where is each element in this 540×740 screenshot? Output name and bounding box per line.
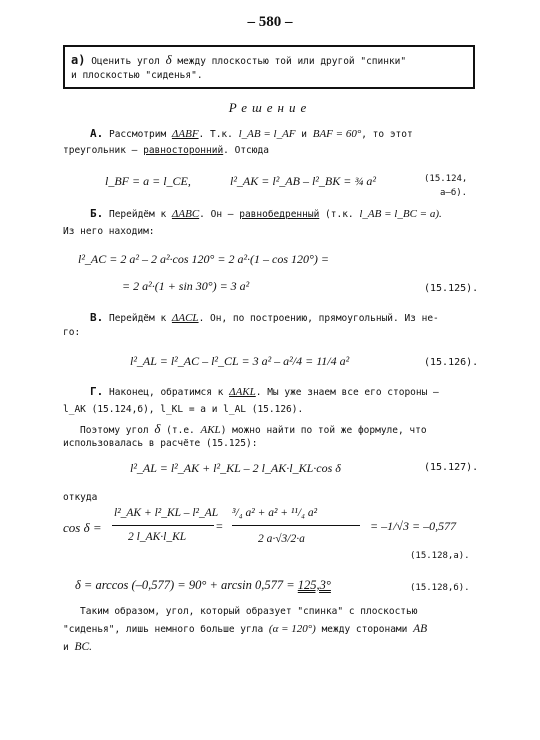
step-a-mark: А. [90, 127, 104, 140]
step-g-triangle: ΔAKL [229, 386, 256, 398]
step-b-kind: равнобедренный [239, 209, 320, 220]
step-v-text-2: . Он, по построению, прямоугольный. Из не- [198, 313, 439, 324]
step-v-mark: В. [90, 311, 104, 324]
eq-ref-15-128a: (15.128,а). [410, 551, 470, 561]
cos-formula-result: = –1/√3 = –0,577 [370, 519, 457, 533]
eq-ref-15-124-sub: а–б). [440, 188, 468, 198]
cos-formula-numerator-1: l²_AK + l²_KL – l²_AL [114, 507, 219, 519]
conclusion-text-3a: и [63, 642, 69, 653]
fraction-bar-2 [232, 525, 360, 526]
step-g-text-3a: Поэтому угол [80, 425, 149, 436]
step-v-line-2: го: [63, 327, 81, 338]
eq-ref-15-126: (15.126). [424, 357, 479, 368]
step-a-text-1: Рассмотрим [108, 129, 167, 140]
step-b-text-2: . Он – [199, 209, 234, 220]
step-g-formula: l²_AL = l²_AK + l²_KL – 2 l_AK·l_KL·cos δ [130, 461, 341, 475]
cos-formula-denominator-2: 2 a·√3/2·a [258, 533, 305, 545]
conclusion-line-2 [63, 623, 427, 635]
step-g-delta: δ [154, 421, 161, 436]
step-a-text-2b: . Отсюда [223, 145, 269, 156]
solution-heading: Решение [228, 100, 312, 115]
conclusion-line-1: Таким образом, угол, который образует "спинка" с плоскостью [80, 606, 418, 617]
step-a-text-2: . Т.к. [198, 129, 233, 140]
step-a-triangle: ΔABF [171, 128, 199, 140]
step-b-condition: l_AB = l_BC = a). [359, 208, 442, 220]
step-b-triangle: ΔABC [171, 208, 200, 220]
step-b-formula-1: l²_AC = 2 a² – 2 a²·cos 120° = 2 a²·(1 – cos 120°) = [78, 252, 329, 266]
step-a-text-2a: треугольник – [63, 145, 138, 156]
eq-ref-15-127: (15.127). [424, 462, 479, 473]
step-a-line-2 [63, 145, 269, 156]
step-a-kind: равносторонний [143, 145, 224, 156]
task-delta: δ [165, 52, 172, 67]
step-b-line-2: Из него находим: [63, 226, 155, 237]
conclusion-line-3 [63, 641, 92, 653]
task-text-1b: между плоскостью той или другой "спинки" [177, 56, 407, 67]
cos-formula-lhs: cos δ = [63, 520, 102, 535]
eq-ref-15-124: (15.124, [424, 174, 468, 184]
delta-answer: 125,3° [297, 578, 331, 592]
step-a-and: и [301, 129, 307, 140]
eq-ref-15-125: (15.125). [424, 283, 479, 294]
step-a-text-3: , то этот [361, 129, 413, 140]
conclusion-text-2b: между сторонами [321, 624, 408, 635]
step-g-text-1: Наконец, обратимся к [108, 387, 224, 398]
task-label: a) [71, 53, 86, 67]
page-number: – 580 – [247, 14, 293, 30]
step-g-angle: AKL [200, 424, 221, 436]
cos-formula-numerator-2: ³/₄ a² + a² + ¹¹/₄ a² [232, 507, 318, 519]
step-v-triangle: ΔACL [171, 312, 199, 324]
step-g-text-2: . Мы уже знаем все его стороны – [255, 387, 439, 398]
step-b-formula-2: = 2 a²·(1 + sin 30°) = 3 a² [122, 279, 250, 293]
conclusion-side-ab: AB [413, 623, 428, 635]
step-b-text-3: (т.к. [325, 209, 354, 220]
step-g-text-3b: (т.е. [166, 425, 195, 436]
step-b-text-1: Перейдём к [108, 209, 167, 220]
fraction-bar-1 [112, 525, 214, 526]
step-g-line-3 [80, 421, 427, 437]
task-box [63, 45, 475, 89]
task-line-2: и плоскостью "сиденья". [71, 70, 203, 81]
delta-formula-text: δ = arccos (–0,577) = 90° + arcsin 0,577 = [75, 578, 295, 592]
step-v-text-1: Перейдём к [108, 313, 167, 324]
conclusion-text-2a: "сиденья", лишь немного больше угла [63, 624, 264, 635]
step-a-condition-2: BAF = 60° [312, 128, 362, 140]
step-a-formula-left: l_BF = a = l_CE, [105, 174, 191, 188]
step-a-line-1 [90, 127, 413, 140]
delta-formula [75, 578, 331, 593]
step-g-text-3c: ) можно найти по той же формуле, что [220, 425, 427, 436]
step-a-formula-right: l²_AK = l²_AB – l²_BK = ¾ a² [230, 174, 376, 188]
step-b-line-1 [90, 207, 442, 220]
step-g-line-4: использовалась в расчёте (15.125): [63, 438, 258, 449]
otkuda-text: откуда [63, 492, 98, 503]
eq-ref-15-128b: (15.128,б). [410, 583, 470, 593]
task-text-1a: Оценить угол [91, 56, 160, 67]
step-g-line-2: l_AK (15.124,б), l_KL = a и l_AL (15.126). [63, 404, 304, 415]
step-g-line-1 [90, 385, 439, 398]
cos-formula-equals: = [216, 519, 223, 533]
step-g-mark: Г. [90, 385, 104, 398]
step-v-line-1 [90, 311, 439, 324]
cos-formula-denominator-1: 2 l_AK·l_KL [128, 531, 187, 543]
task-line-1 [71, 52, 406, 68]
step-v-formula: l²_AL = l²_AC – l²_CL = 3 a² – a²/4 = 11/4 a² [130, 354, 350, 368]
conclusion-side-bc: BC. [74, 641, 93, 653]
step-a-condition-1: l_AB = l_AF [238, 128, 296, 140]
conclusion-angle: (α = 120°) [268, 623, 316, 635]
step-b-mark: Б. [90, 207, 104, 220]
